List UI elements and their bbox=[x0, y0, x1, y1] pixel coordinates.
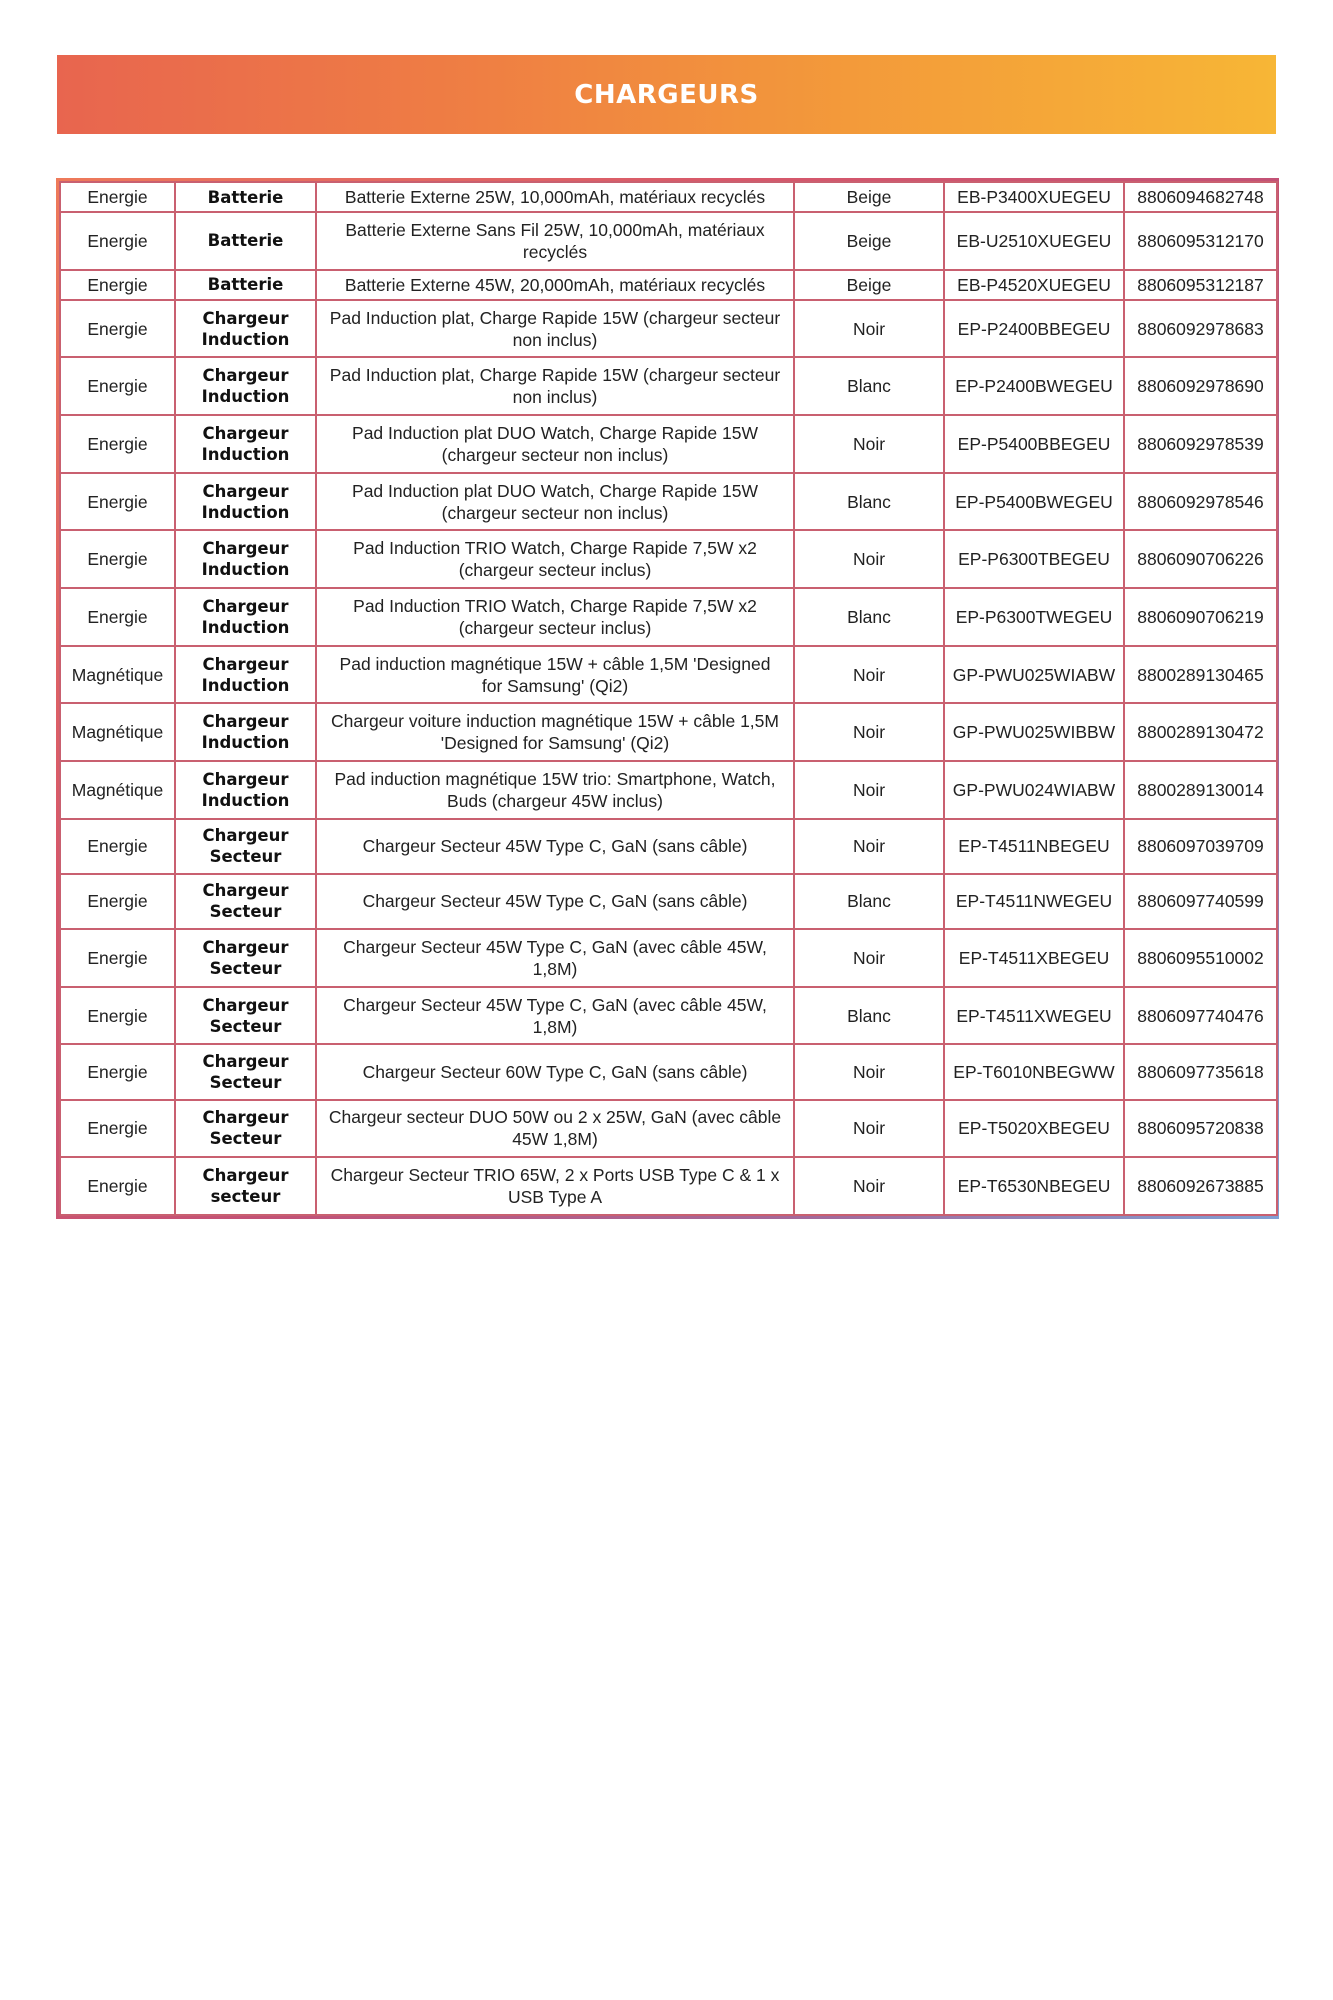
cell-family: Energie bbox=[60, 987, 175, 1045]
cell-ean: 8806090706219 bbox=[1124, 588, 1277, 646]
table-row bbox=[60, 212, 1277, 270]
cell-description: Pad Induction TRIO Watch, Charge Rapide 7,5W x2 (chargeur secteur inclus) bbox=[316, 530, 794, 588]
table-row bbox=[60, 182, 1277, 212]
cell-ean: 8800289130465 bbox=[1124, 646, 1277, 704]
cell-color: Noir bbox=[794, 703, 944, 761]
cell-ean: 8800289130014 bbox=[1124, 761, 1277, 819]
cell-description: Chargeur Secteur 45W Type C, GaN (avec câble 45W, 1,8M) bbox=[316, 987, 794, 1045]
cell-reference: EP-P2400BWEGEU bbox=[944, 357, 1124, 415]
cell-category: Chargeur Secteur bbox=[175, 819, 316, 874]
cell-description: Pad Induction plat, Charge Rapide 15W (chargeur secteur non inclus) bbox=[316, 300, 794, 358]
table-row bbox=[60, 415, 1277, 473]
table-row bbox=[60, 874, 1277, 929]
cell-description: Chargeur Secteur 45W Type C, GaN (avec câble 45W, 1,8M) bbox=[316, 929, 794, 987]
cell-description: Pad Induction plat, Charge Rapide 15W (chargeur secteur non inclus) bbox=[316, 357, 794, 415]
cell-color: Noir bbox=[794, 929, 944, 987]
cell-family: Energie bbox=[60, 1044, 175, 1099]
cell-family: Magnétique bbox=[60, 703, 175, 761]
cell-ean: 8806092978683 bbox=[1124, 300, 1277, 358]
table-row bbox=[60, 703, 1277, 761]
cell-reference: EP-T6530NBEGEU bbox=[944, 1157, 1124, 1215]
table-row bbox=[60, 588, 1277, 646]
cell-color: Blanc bbox=[794, 357, 944, 415]
cell-family: Energie bbox=[60, 530, 175, 588]
cell-family: Magnétique bbox=[60, 646, 175, 704]
cell-reference: EP-T4511NBEGEU bbox=[944, 819, 1124, 874]
cell-description: Pad Induction plat DUO Watch, Charge Rapide 15W (chargeur secteur non inclus) bbox=[316, 473, 794, 531]
cell-description: Chargeur Secteur 45W Type C, GaN (sans câble) bbox=[316, 819, 794, 874]
cell-category: Chargeur Induction bbox=[175, 415, 316, 473]
cell-reference: EP-P5400BBEGEU bbox=[944, 415, 1124, 473]
cell-family: Energie bbox=[60, 473, 175, 531]
cell-color: Blanc bbox=[794, 588, 944, 646]
cell-color: Noir bbox=[794, 646, 944, 704]
cell-family: Energie bbox=[60, 819, 175, 874]
cell-ean: 8806095312187 bbox=[1124, 270, 1277, 300]
cell-family: Energie bbox=[60, 1100, 175, 1158]
cell-category: Chargeur Induction bbox=[175, 588, 316, 646]
cell-reference: EP-P6300TBEGEU bbox=[944, 530, 1124, 588]
cell-category: Batterie bbox=[175, 182, 316, 212]
table-row bbox=[60, 1044, 1277, 1099]
cell-reference: EP-T5020XBEGEU bbox=[944, 1100, 1124, 1158]
cell-reference: EP-T6010NBEGWW bbox=[944, 1044, 1124, 1099]
cell-description: Pad induction magnétique 15W trio: Smartphone, Watch, Buds (chargeur 45W inclus) bbox=[316, 761, 794, 819]
cell-family: Magnétique bbox=[60, 761, 175, 819]
cell-category: Chargeur Induction bbox=[175, 357, 316, 415]
cell-description: Batterie Externe 45W, 20,000mAh, matériaux recyclés bbox=[316, 270, 794, 300]
cell-description: Chargeur voiture induction magnétique 15W + câble 1,5M 'Designed for Samsung' (Qi2) bbox=[316, 703, 794, 761]
cell-description: Chargeur secteur DUO 50W ou 2 x 25W, GaN (avec câble 45W 1,8M) bbox=[316, 1100, 794, 1158]
cell-description: Batterie Externe 25W, 10,000mAh, matériaux recyclés bbox=[316, 182, 794, 212]
cell-color: Beige bbox=[794, 182, 944, 212]
cell-color: Noir bbox=[794, 415, 944, 473]
cell-ean: 8806090706226 bbox=[1124, 530, 1277, 588]
cell-description: Pad Induction TRIO Watch, Charge Rapide 7,5W x2 (chargeur secteur inclus) bbox=[316, 588, 794, 646]
cell-family: Energie bbox=[60, 357, 175, 415]
cell-color: Noir bbox=[794, 1157, 944, 1215]
cell-ean: 8806095312170 bbox=[1124, 212, 1277, 270]
table-row bbox=[60, 987, 1277, 1045]
cell-family: Energie bbox=[60, 588, 175, 646]
cell-ean: 8806092673885 bbox=[1124, 1157, 1277, 1215]
cell-family: Energie bbox=[60, 270, 175, 300]
cell-family: Energie bbox=[60, 182, 175, 212]
cell-color: Noir bbox=[794, 819, 944, 874]
table-row bbox=[60, 929, 1277, 987]
cell-reference: GP-PWU025WIBBW bbox=[944, 703, 1124, 761]
cell-reference: EP-T4511XBEGEU bbox=[944, 929, 1124, 987]
cell-reference: EP-P6300TWEGEU bbox=[944, 588, 1124, 646]
table-row bbox=[60, 270, 1277, 300]
cell-family: Energie bbox=[60, 300, 175, 358]
cell-reference: GP-PWU025WIABW bbox=[944, 646, 1124, 704]
cell-ean: 8800289130472 bbox=[1124, 703, 1277, 761]
cell-ean: 8806092978546 bbox=[1124, 473, 1277, 531]
cell-category: Batterie bbox=[175, 212, 316, 270]
cell-ean: 8806097740599 bbox=[1124, 874, 1277, 929]
cell-reference: EB-U2510XUEGEU bbox=[944, 212, 1124, 270]
cell-reference: EB-P3400XUEGEU bbox=[944, 182, 1124, 212]
cell-reference: EB-P4520XUEGEU bbox=[944, 270, 1124, 300]
cell-color: Beige bbox=[794, 212, 944, 270]
cell-family: Energie bbox=[60, 874, 175, 929]
cell-category: Chargeur Induction bbox=[175, 473, 316, 531]
cell-description: Pad induction magnétique 15W + câble 1,5M 'Designed for Samsung' (Qi2) bbox=[316, 646, 794, 704]
cell-family: Energie bbox=[60, 929, 175, 987]
table-row bbox=[60, 1100, 1277, 1158]
table-row bbox=[60, 530, 1277, 588]
cell-color: Blanc bbox=[794, 987, 944, 1045]
cell-family: Energie bbox=[60, 212, 175, 270]
cell-ean: 8806097735618 bbox=[1124, 1044, 1277, 1099]
cell-description: Pad Induction plat DUO Watch, Charge Rapide 15W (chargeur secteur non inclus) bbox=[316, 415, 794, 473]
cell-category: Chargeur Induction bbox=[175, 530, 316, 588]
cell-color: Noir bbox=[794, 1044, 944, 1099]
cell-category: Chargeur Secteur bbox=[175, 874, 316, 929]
cell-family: Energie bbox=[60, 415, 175, 473]
table-row bbox=[60, 761, 1277, 819]
cell-ean: 8806097740476 bbox=[1124, 987, 1277, 1045]
cell-description: Batterie Externe Sans Fil 25W, 10,000mAh, matériaux recyclés bbox=[316, 212, 794, 270]
cell-color: Noir bbox=[794, 300, 944, 358]
section-title: CHARGEURS bbox=[574, 79, 759, 110]
cell-category: Chargeur Secteur bbox=[175, 987, 316, 1045]
cell-ean: 8806094682748 bbox=[1124, 182, 1277, 212]
cell-category: Chargeur secteur bbox=[175, 1157, 316, 1215]
cell-category: Chargeur Secteur bbox=[175, 1044, 316, 1099]
table-row bbox=[60, 646, 1277, 704]
cell-color: Blanc bbox=[794, 473, 944, 531]
cell-category: Chargeur Secteur bbox=[175, 1100, 316, 1158]
cell-color: Noir bbox=[794, 761, 944, 819]
cell-color: Blanc bbox=[794, 874, 944, 929]
cell-description: Chargeur Secteur TRIO 65W, 2 x Ports USB Type C & 1 x USB Type A bbox=[316, 1157, 794, 1215]
cell-color: Beige bbox=[794, 270, 944, 300]
cell-ean: 8806092978690 bbox=[1124, 357, 1277, 415]
cell-ean: 8806095510002 bbox=[1124, 929, 1277, 987]
cell-description: Chargeur Secteur 60W Type C, GaN (sans câble) bbox=[316, 1044, 794, 1099]
cell-reference: EP-T4511NWEGEU bbox=[944, 874, 1124, 929]
cell-ean: 8806092978539 bbox=[1124, 415, 1277, 473]
cell-category: Chargeur Induction bbox=[175, 703, 316, 761]
cell-category: Chargeur Secteur bbox=[175, 929, 316, 987]
table-row bbox=[60, 1157, 1277, 1215]
cell-color: Noir bbox=[794, 1100, 944, 1158]
table-row bbox=[60, 357, 1277, 415]
cell-color: Noir bbox=[794, 530, 944, 588]
cell-category: Chargeur Induction bbox=[175, 646, 316, 704]
section-banner bbox=[57, 55, 1276, 134]
cell-category: Chargeur Induction bbox=[175, 761, 316, 819]
cell-ean: 8806097039709 bbox=[1124, 819, 1277, 874]
cell-reference: EP-P5400BWEGEU bbox=[944, 473, 1124, 531]
products-table bbox=[59, 181, 1278, 1216]
cell-family: Energie bbox=[60, 1157, 175, 1215]
cell-reference: GP-PWU024WIABW bbox=[944, 761, 1124, 819]
table-row bbox=[60, 300, 1277, 358]
products-table-frame bbox=[56, 178, 1279, 1219]
cell-category: Chargeur Induction bbox=[175, 300, 316, 358]
cell-category: Batterie bbox=[175, 270, 316, 300]
cell-reference: EP-T4511XWEGEU bbox=[944, 987, 1124, 1045]
cell-reference: EP-P2400BBEGEU bbox=[944, 300, 1124, 358]
cell-description: Chargeur Secteur 45W Type C, GaN (sans câble) bbox=[316, 874, 794, 929]
table-row bbox=[60, 473, 1277, 531]
table-row bbox=[60, 819, 1277, 874]
cell-ean: 8806095720838 bbox=[1124, 1100, 1277, 1158]
